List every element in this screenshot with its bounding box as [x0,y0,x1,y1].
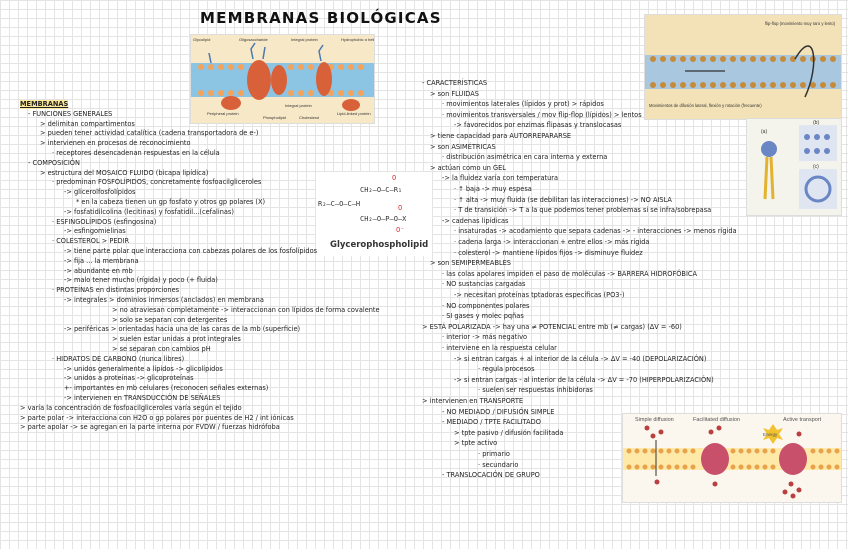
right-note-line: > son FLUIDAS [430,89,479,98]
left-note-line: > varía la concentración de fosfoacilgliceroles varía según el tejido [20,403,242,412]
lipid-illustration [747,119,841,215]
lipid-label: (b) [813,120,820,126]
left-note-line: > se separan con cambios pH [112,345,211,353]
energy-label: Energy [763,432,778,437]
transport-figure [622,413,842,503]
right-note-line: · las colas apolares impiden el paso de moléculas -> BARRERA HIDROFÓBICA [442,269,698,278]
left-note-line: -> intervienen en TRANSDUCCIÓN DE SEÑALES [64,394,221,402]
left-note-line: > intervienen en procesos de reconocimiento [40,139,191,148]
membrane-label: Oligosaccharide [239,37,268,42]
left-note-line: > pueden tener actividad catalítica (cadena transportadora de e-) [40,129,259,138]
left-note-line: · ESFINGOLÍPIDOS (esfingosina) [52,217,157,226]
left-note-line: · receptores desencadenan respuestas en la célula [52,149,220,157]
left-note-line: -> esfingomielinas [64,227,126,236]
membrane-label: Glycolipid [193,37,211,42]
left-note-line: · HIDRATOS DE CARBONO (nunca libres) [52,354,185,363]
left-note-line: -> abundante en mb [64,266,133,275]
right-note-line: > son SEMIPERMEABLES [430,259,511,268]
right-note-line: - MEDIADO / TPTE FACILITADO [442,418,541,427]
left-note-line: · PROTEÍNAS en distintas proporciones [52,286,180,295]
right-note-line: > tiene capacidad para AUTORREPARARSE [430,132,572,140]
right-note-line: -> favorecidos por enzimas flipasas y translocasas [454,121,622,130]
right-note-line: · T de transición -> T a la que podemos tener problemas si se infra/sobrepasa [454,206,712,215]
right-note-line: > actúan como un GEL [430,163,506,172]
membrane-label: Integral protein [291,37,318,42]
glycerol-carbon-1: CH₂—O—C—R₁ [360,186,403,194]
right-note-line: · cadena larga -> interaccionan + entre ellos -> más rígida [454,238,650,246]
transport-label: Facilitated diffusion [693,417,740,423]
right-note-line: · suelen ser respuestas inhibidoras [478,386,593,395]
page-title: MEMBRANAS BIOLÓGICAS [200,9,442,27]
glycerol-carbon-2: R₂—C—O—C—H [318,200,361,208]
left-note-line: -> fija ... la membrana [64,256,139,265]
left-note-line: * en la cabeza tienen un gp fosfato y otros gp polares (X) [76,198,266,206]
flipflop-label: flip-flop (movimiento muy raro y lento) [765,21,836,26]
atom-o: O [398,204,403,212]
membrane-label: Cholesterol [299,115,320,120]
left-note-line: > solo se separan con detergentes [112,315,228,324]
membrane-label: Integral protein [285,103,312,108]
right-note-line: > tpte pasivo / difusión facilitada [454,428,564,437]
right-note-line: · insaturadas -> acodamiento que separa cadenas -> - interacciones -> menos rígida [454,227,737,236]
right-note-line: - CARACTERÍSTICAS [422,79,488,87]
membrane-label: Peripheral protein [207,111,239,116]
membrane-label: Hydrophobic α helix [341,37,374,42]
left-note-line: > suelen estar unidas a prot integrales [112,335,241,344]
left-note-line: -> malo tener mucho (rígida) y poco (+ fluida) [64,276,218,285]
phospholipid-caption: Glycerophospholipid [330,240,429,250]
left-note-line: > estructura del MOSAICO FLUIDO (bicapa lipídica) [40,168,209,177]
left-note-line: -> tiene parte polar que interacciona con cabezas polares de los fosfolípidos [64,247,318,255]
left-note-line: -> glicerolfosfolípidos [64,188,136,197]
left-note-line: -> integrales > dominios inmersos (anclados) en membrana [64,296,264,304]
left-note-line: · predominan FOSFOLÍPIDOS, concretamente fosfoacilgliceroles [52,178,262,187]
left-column [20,100,430,470]
right-note-line: - NO MEDIADO / DIFUSIÓN SIMPLE [442,407,555,416]
membrane-label: Phospholipid [263,115,286,120]
right-note-line: · interviene en la respuesta celular [442,344,557,352]
right-note-line: > son ASIMÉTRICAS [430,142,496,151]
lipid-structures-figure [746,118,842,216]
transport-illustration [623,414,841,502]
left-note-line: -> fosfatidilcolina (lecitinas) y fosfatidil...(cefalinas) [64,207,234,216]
right-note-line: -> si entran cargas - al interior de la célula -> ΔV = -70 (HIPERPOLARIZACIÓN) [454,375,714,384]
right-note-line: -> si entran cargas + al interior de la célula -> ΔV = -40 (DEPOLARIZACIÓN) [454,354,707,363]
right-note-line: · primario [478,450,510,458]
left-note-line: -> unidos a proteínas -> glicoproteínas [64,374,194,383]
left-note-line: - COMPOSICIÓN [28,158,80,167]
right-note-line: · ↑ baja -> muy espesa [454,185,532,193]
flipflop-label: Movimientos de difusión lateral, flexión y rotación (frecuente) [649,103,762,108]
right-note-line: · colesterol -> mantiene lípidos fijos -> disminuye fluidez [454,248,643,257]
right-note-line: · movimientos transversales / mov flip-flop (lípidos) > lentos [442,110,642,119]
right-note-line: · secundario [478,460,519,469]
left-note-line: · COLESTEROL > PEDIR [52,237,130,246]
right-note-line: -> necesitan proteínas tptadoras específicas (PO3-) [454,291,625,299]
left-note-line: > delimitan compartimentos [40,119,135,128]
left-note-line: MEMBRANAS [20,100,69,108]
right-note-line: > tpte activo [454,439,498,448]
lipid-label: (a) [761,129,768,135]
left-note-line: > parte apolar -> se agregan en la parte interna por FVDW / fuerzas hidrófoba [20,423,280,432]
right-note-line: · SI gases y molec pqñas [442,312,524,321]
right-note-line: -> la fluidez varía con temperatura [442,174,559,183]
right-note-line: - TRANSLOCACIÓN DE GRUPO [442,471,540,480]
right-note-line: · distribución asimétrica en cara interna y externa [442,153,608,162]
left-note-line: +- importantes en mb celulares (reconocen señales externas) [64,384,269,393]
transport-label: Simple diffusion [635,417,674,423]
transport-label: Active transport [783,417,822,423]
membrane-label: Lipid-linked protein [337,111,371,116]
right-note-line: · movimientos laterales (lípidos y prot) > rápidos [442,100,604,109]
left-note-line: -> periféricas > orientadas hacia una de las caras de la mb (superficie) [64,325,301,334]
right-note-line: · NO sustancias cargadas [442,280,526,289]
right-note-line: > ESTÁ POLARIZADA -> hay una ≠ POTENCIAL entre mb (≠ cargas) (ΔV = -60) [422,322,682,331]
left-note-line: -> unidos generalmente a lípidos -> glicolípidos [64,364,223,373]
left-note-line: > parte polar -> interacciona con H2O o gp polares por puentes de H2 / int iónicas [20,413,294,422]
left-note-line: - FUNCIONES GENERALES [28,109,113,118]
glycerol-carbon-3: CH₂—O—P—O—X [360,215,407,223]
atom-o-minus: O⁻ [396,226,405,234]
right-note-line: · NO componentes polares [442,301,530,310]
right-note-line: · interior -> más negativo [442,333,528,342]
right-note-line: > intervienen en TRANSPORTE [422,397,524,405]
right-note-line: -> cadenas lipídicas [442,216,509,225]
right-note-line: · regula procesos [478,365,535,374]
atom-o: O [392,174,397,182]
lipid-label: (c) [813,164,819,170]
right-note-line: · ↑ alta -> muy fluida (se debilitan las interacciones) -> NO AISLA [454,195,672,204]
left-note-line: > no atraviesan completamente -> interaccionan con lípidos de forma covalente [112,305,380,314]
